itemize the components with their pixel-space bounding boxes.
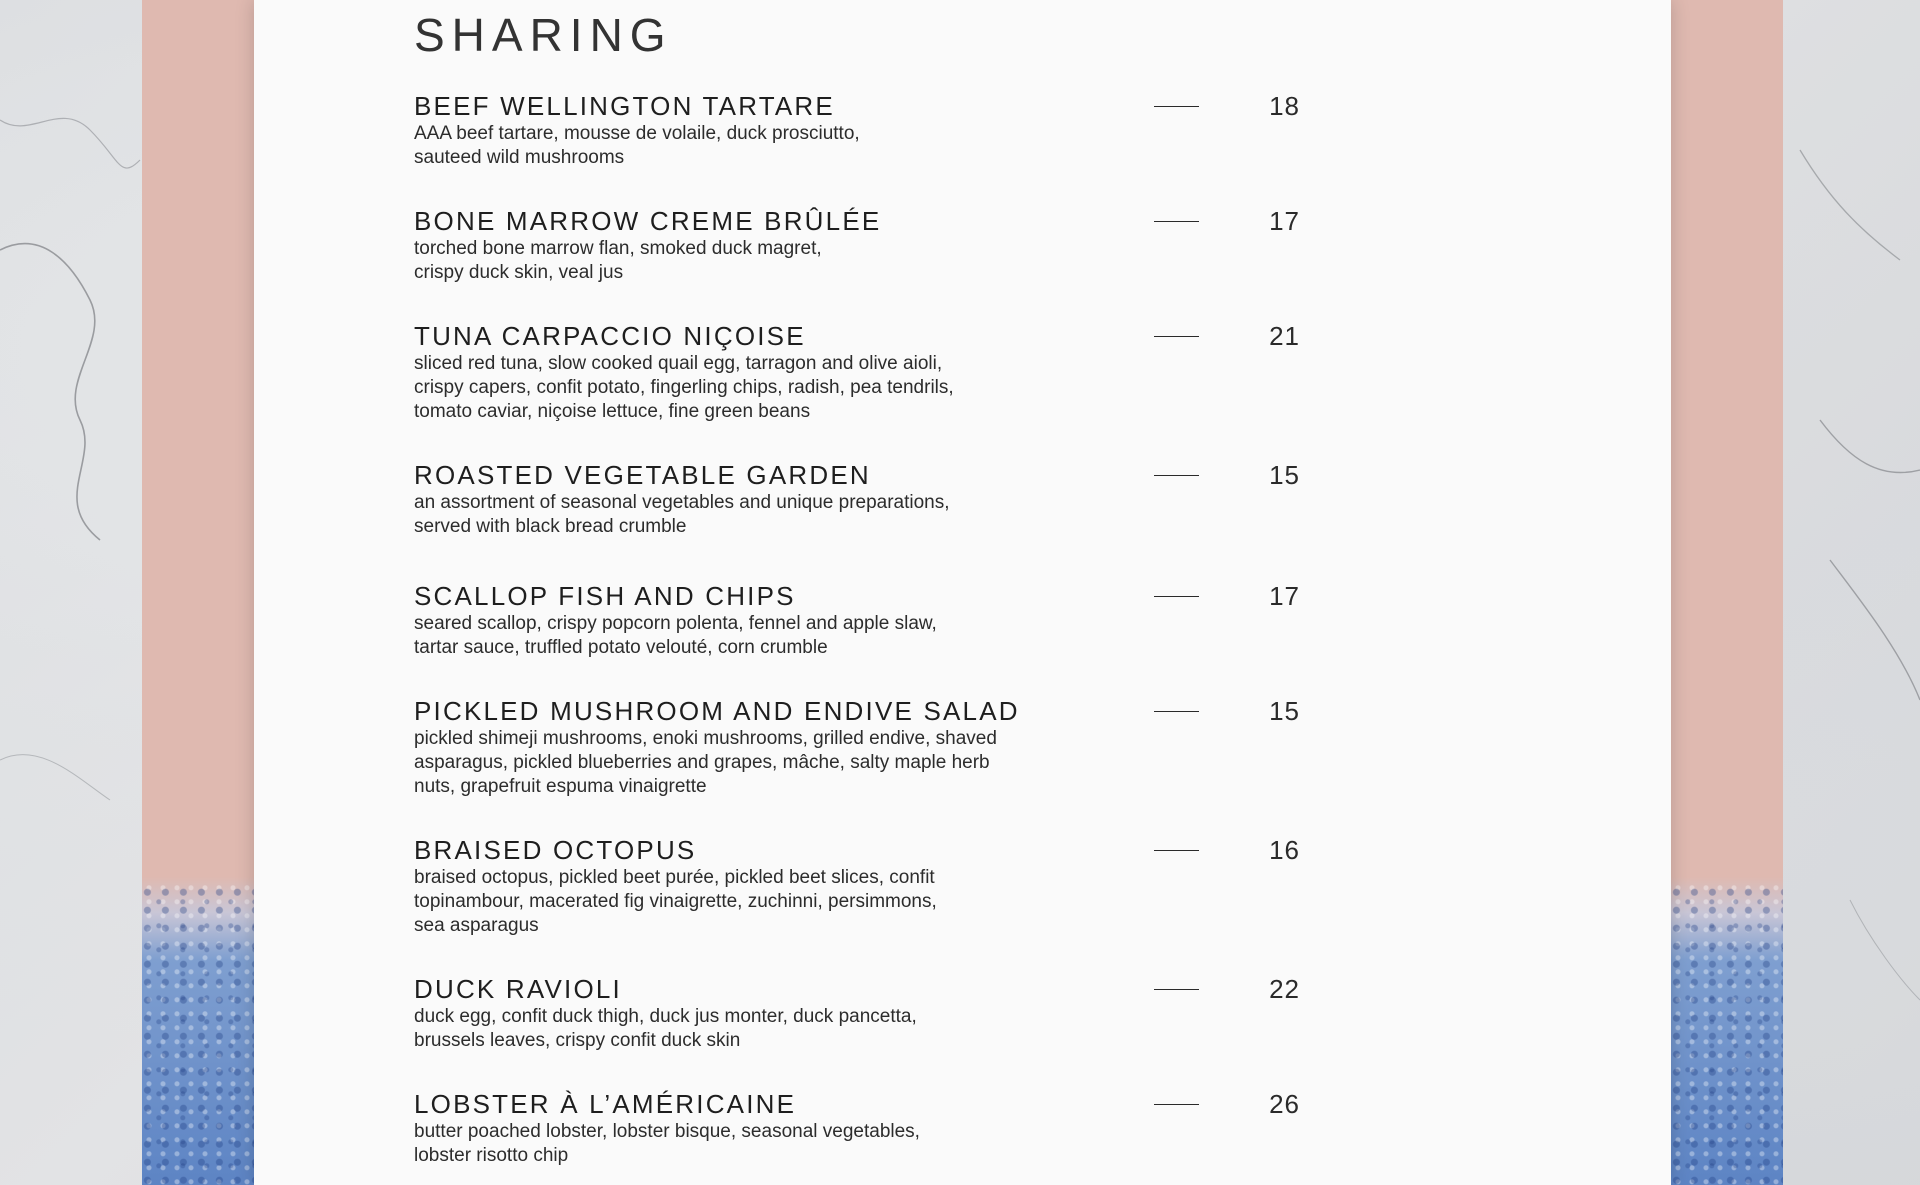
item-description: duck egg, confit duck thigh, duck jus monter, duck pancetta, brussels leaves, crispy confit duck skin	[414, 1006, 917, 1051]
item-name: LOBSTER À L’AMÉRICAINE	[414, 1089, 797, 1119]
dot-texture	[1671, 885, 1783, 1185]
price-dash	[1154, 989, 1199, 990]
item-price: 17	[1269, 206, 1300, 236]
item-description: torched bone marrow flan, smoked duck magret, crispy duck skin, veal jus	[414, 238, 822, 283]
item-name: DUCK RAVIOLI	[414, 974, 622, 1004]
price-dash	[1154, 475, 1199, 476]
item-price: 22	[1269, 974, 1300, 1004]
item-description: butter poached lobster, lobster bisque, seasonal vegetables, lobster risotto chip	[414, 1121, 920, 1166]
item-price: 17	[1269, 581, 1300, 611]
menu-item	[414, 91, 1314, 170]
price-dash	[1154, 596, 1199, 597]
price-dash	[1154, 336, 1199, 337]
price-dash	[1154, 711, 1199, 712]
item-price: 16	[1269, 835, 1300, 865]
dot-texture	[142, 885, 254, 1185]
price-dash	[1154, 850, 1199, 851]
menu-item	[414, 696, 1314, 799]
item-description: an assortment of seasonal vegetables and unique preparations, served with black bread crumble	[414, 492, 950, 537]
section-title: SHARING	[414, 9, 673, 61]
item-name: TUNA CARPACCIO NIÇOISE	[414, 321, 806, 351]
item-description: sliced red tuna, slow cooked quail egg, tarragon and olive aioli, crispy capers, confit potato, fingerling chips, radish, pea tendrils, tomato caviar, niçoise lettuce, fine green beans	[414, 353, 954, 422]
item-price: 26	[1269, 1089, 1300, 1119]
item-name: BRAISED OCTOPUS	[414, 835, 697, 865]
item-name: ROASTED VEGETABLE GARDEN	[414, 460, 871, 490]
menu-item	[414, 1089, 1314, 1168]
item-description: braised octopus, pickled beet purée, pickled beet slices, confit topinambour, macerated fig vinaigrette, zuchinni, persimmons, sea asparagus	[414, 867, 937, 936]
item-price: 18	[1269, 91, 1300, 121]
item-description: seared scallop, crispy popcorn polenta, fennel and apple slaw, tartar sauce, truffled potato velouté, corn crumble	[414, 613, 937, 658]
item-name: SCALLOP FISH AND CHIPS	[414, 581, 796, 611]
item-price: 15	[1269, 460, 1300, 490]
menu-item	[414, 321, 1314, 424]
item-name: BEEF WELLINGTON TARTARE	[414, 91, 835, 121]
item-name: BONE MARROW CREME BRÛLÉE	[414, 206, 882, 236]
price-dash	[1154, 106, 1199, 107]
item-price: 21	[1269, 321, 1300, 351]
menu-item	[414, 460, 1314, 539]
item-description: AAA beef tartare, mousse de volaile, duck prosciutto, sauteed wild mushrooms	[414, 123, 860, 168]
menu-item	[414, 581, 1314, 660]
item-description: pickled shimeji mushrooms, enoki mushrooms, grilled endive, shaved asparagus, pickled blueberries and grapes, mâche, salty maple herb nuts, grapefruit espuma vinaigrette	[414, 728, 997, 797]
item-name: PICKLED MUSHROOM AND ENDIVE SALAD	[414, 696, 1020, 726]
menu-item	[414, 974, 1314, 1053]
menu-backing-left	[142, 0, 254, 1185]
price-dash	[1154, 1104, 1199, 1105]
menu-backing-right	[1671, 0, 1783, 1185]
menu-item	[414, 206, 1314, 285]
item-price: 15	[1269, 696, 1300, 726]
menu-item	[414, 835, 1314, 938]
price-dash	[1154, 221, 1199, 222]
